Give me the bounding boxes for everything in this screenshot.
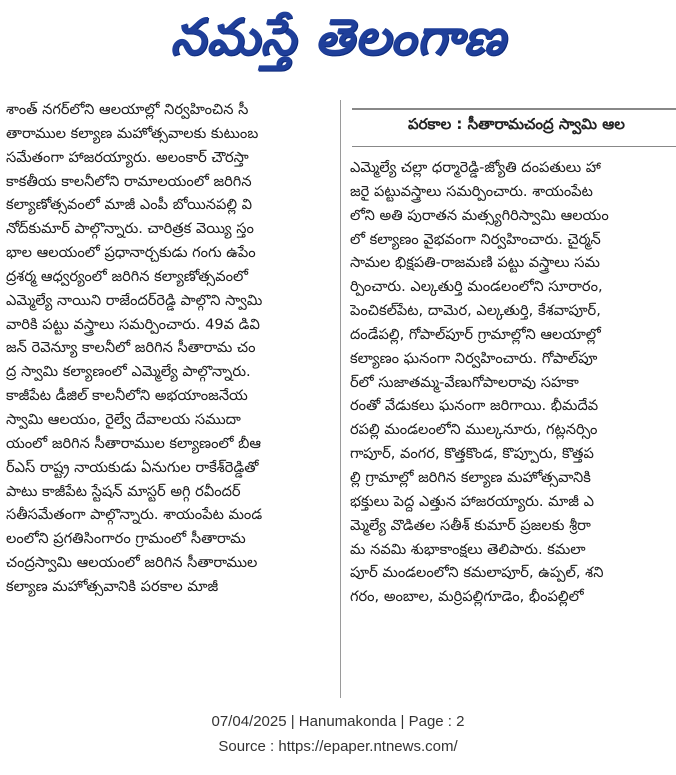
text-line: యంలో జరిగిన సీతారాముల కల్యాణంలో బీఆ	[6, 434, 262, 452]
text-line: పూర్ మండలంలోని కమలాపూర్, ఉప్పల్, శని	[350, 564, 604, 582]
text-line: భాల ఆలయంలో ప్రధానార్చకుడు గంగు ఉపేం	[6, 244, 256, 262]
text-line: ర్‌ఎస్ రాష్ట్ర నాయకుడు ఏనుగుల రాకేశ్‌రెడ్డితో	[6, 458, 259, 476]
text-line: ద్రశర్మ ఆధ్వర్యంలో జరిగిన కల్యాణోత్సవంలో	[6, 267, 249, 285]
text-line: భక్తులు పెద్ద ఎత్తున హాజరయ్యారు. మాజీ ఎ	[350, 492, 594, 510]
text-line: పెంచికల్‌పేట, దామెర, ఎల్కతుర్తి, కేశవాపూర్,	[350, 302, 601, 320]
text-line: వారికి పట్టు వస్త్రాలు సమర్పించారు. 49వ డివి	[6, 315, 260, 333]
text-line: సమేతంగా హాజరయ్యారు. అలంకార్ చౌరస్తా	[6, 148, 249, 166]
text-line: చంద్రస్వామి ఆలయంలో జరిగిన సీతారాముల	[6, 554, 258, 572]
sub-headline	[352, 108, 676, 147]
text-line: సామల భిక్షపతి-రాజమణి పట్టు వస్త్రాలు సమ	[350, 254, 600, 272]
column-divider	[340, 100, 341, 698]
text-line: స్వామి ఆలయం, రైల్వే దేవాలయ సముదా	[6, 410, 241, 428]
text-line: కల్యాణం ఘనంగా నిర్వహించారు. గోపాల్‌పూ	[350, 349, 598, 367]
text-line: లంలోని ప్రగతిసింగారం గ్రామంలో సీతారామ	[6, 530, 246, 548]
text-line: కల్యాణ మహోత్సవానికి పరకాల మాజీ	[6, 577, 219, 595]
text-line: తారాముల కల్యాణ మహోత్సవాలకు కుటుంబ	[6, 124, 259, 142]
text-line: కాజీపేట డీజిల్ కాలనీలోని అభయాంజనేయ	[6, 387, 248, 405]
text-line: లో కల్యాణం వైభవంగా నిర్వహించారు. చైర్మన్	[350, 230, 601, 248]
text-line: నోద్‌కుమార్ పాల్గొన్నారు. చారిత్రక వెయ్యి స్తం	[6, 220, 254, 238]
text-line: రంతో వేడుకలు ఘనంగా జరిగాయి. భీమదేవ	[350, 397, 599, 415]
text-line: ర్‌లో సుజాతమ్మ-వేణుగోపాలరావు సహకా	[350, 373, 579, 391]
footer-edition-info: 07/04/2025 | Hanumakonda | Page : 2	[211, 713, 465, 730]
text-line: గాపూర్, వంగర, కొత్తకొండ, కొప్పూరు, కొత్తప	[350, 445, 594, 463]
text-line: జన్ రెవెన్యూ కాలనీలో జరిగిన సీతారామ చం	[6, 339, 256, 357]
text-line: మ నవమి శుభాకాంక్షలు తెలిపారు. కమలా	[350, 540, 586, 558]
text-line: పాటు కాజీపేట స్టేషన్ మాస్టర్ అగ్గి రవీందర్	[6, 482, 241, 500]
text-line: కల్యాణోత్సవంలో మాజీ ఎంపీ బోయినపల్లి వి	[6, 196, 253, 214]
masthead	[0, 0, 676, 86]
text-line: రపల్లి మండలంలోని ముల్కనూరు, గట్లనర్సిం	[350, 421, 598, 439]
text-line: సతీసమేతంగా పాల్గొన్నారు. శాయంపేట మండ	[6, 506, 263, 524]
text-line: మ్మెల్యే వొడితల సతీశ్ కుమార్ ప్రజలకు శ్రీరా	[350, 516, 591, 534]
text-line: ద్ర స్వామి కల్యాణంలో ఎమ్మెల్యే పాల్గొన్నారు.	[6, 363, 251, 381]
text-line: గరం, అంబాల, మర్రిపల్లిగూడెం, భీంపల్లిలో	[350, 588, 584, 606]
text-line: కాకతీయ కాలనీలోని రామాలయంలో జరిగిన	[6, 172, 252, 190]
text-line: ల్లి గ్రామాల్లో జరిగిన కల్యాణ మహోత్సవానికి	[350, 468, 591, 486]
masthead-title: నమస్తే తెలంగాణ	[170, 7, 506, 66]
text-line: ఎమ్మెల్యే నాయిని రాజేందర్‌రెడ్డి పాల్గొని స్వామి	[6, 291, 263, 309]
article-right-column	[350, 156, 676, 609]
text-line: జరై పట్టువస్త్రాలు సమర్పించారు. శాయంపేట	[350, 182, 593, 200]
text-line: ర్పించారు. ఎల్కతుర్తి మండలంలోని సూరారం,	[350, 278, 603, 296]
sub-headline-text: పరకాల : సీతారామచంద్ర స్వామి ఆల	[408, 115, 625, 133]
footer-source: Source : https://epaper.ntnews.com/	[218, 738, 458, 755]
text-line: ఎమ్మెల్యే చల్లా ధర్మారెడ్డి-జ్యోతి దంపతులు హా	[350, 159, 601, 176]
text-line: లోని అతి పురాతన మత్స్యగిరిస్వామి ఆలయం	[350, 206, 609, 224]
article-left-column	[6, 98, 332, 599]
text-line: శాంత్ నగర్‌లోని ఆలయాల్లో నిర్వహించిన సీ	[6, 101, 249, 118]
text-line: దండేపల్లి, గోపాల్‌పూర్ గ్రామాల్లోని ఆలయాల్లో	[350, 325, 601, 343]
